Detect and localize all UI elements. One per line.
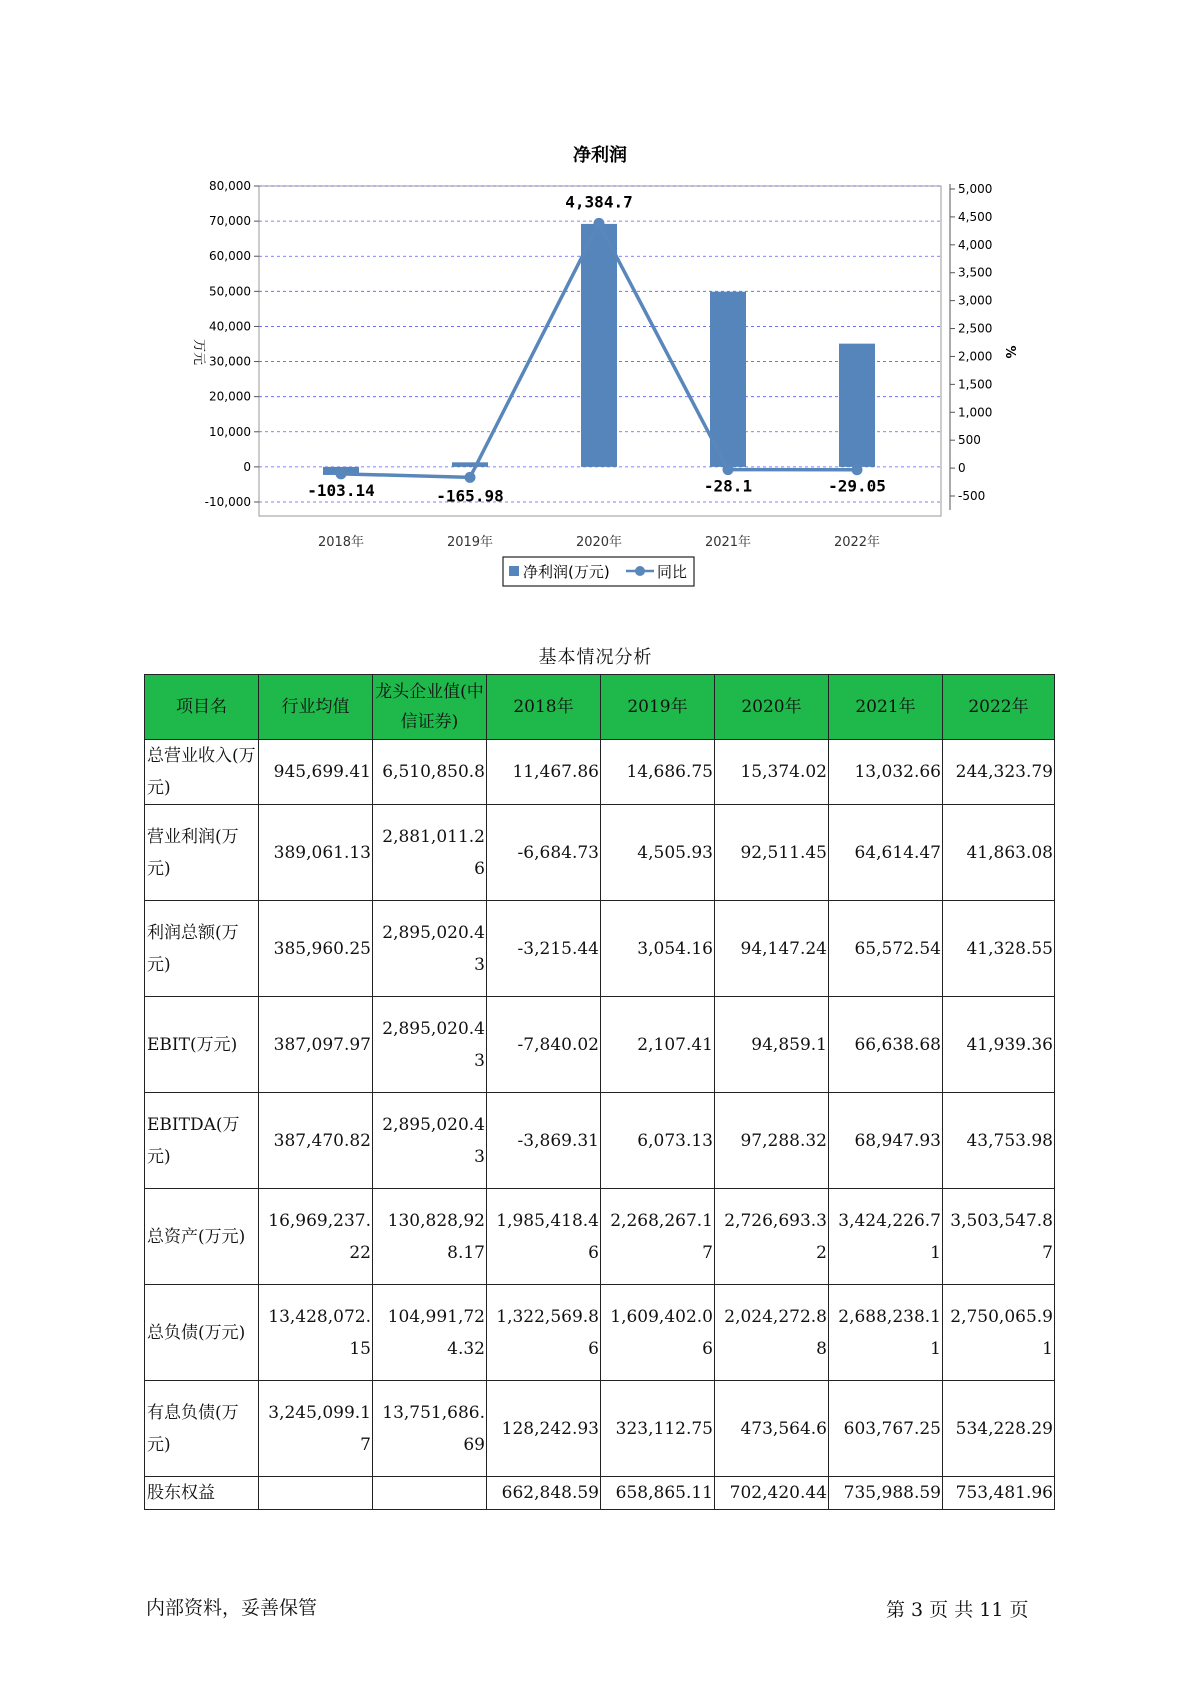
x-axis xyxy=(318,534,880,550)
x-tick-label: 2022年 xyxy=(833,535,881,550)
value-cell: 2,895,020.43 xyxy=(373,997,487,1093)
yoy-point-2020年 xyxy=(594,218,605,229)
value-cell: 68,947.93 xyxy=(829,1093,943,1189)
right-tick-label: 3,000 xyxy=(958,293,993,308)
row-label-cell: 股东权益 xyxy=(145,1477,259,1510)
value-cell: 130,828,928.17 xyxy=(373,1189,487,1285)
left-axis-label: 万元 xyxy=(191,338,206,366)
basic-analysis-table xyxy=(144,674,1055,1510)
table-row xyxy=(145,1381,1055,1477)
yoy-data-label: 4,384.7 xyxy=(565,192,633,212)
right-y-axis xyxy=(950,182,992,510)
yoy-point-2021年 xyxy=(723,464,734,475)
value-cell: 2,895,020.43 xyxy=(373,1093,487,1189)
header-cell: 项目名 xyxy=(145,675,259,740)
value-cell: 473,564.6 xyxy=(715,1381,829,1477)
header-cell: 2018年 xyxy=(487,675,601,740)
chart-title: 净利润 xyxy=(573,145,627,166)
table-caption: 基本情况分析 xyxy=(538,647,653,668)
value-cell: 2,726,693.32 xyxy=(715,1189,829,1285)
table-header-row xyxy=(145,675,1055,740)
value-cell: 3,424,226.71 xyxy=(829,1189,943,1285)
legend-bar-label: 净利润(万元) xyxy=(523,563,610,581)
value-cell: 1,609,402.06 xyxy=(601,1285,715,1381)
legend-bar-swatch xyxy=(509,566,519,576)
row-label-cell: 利润总额(万元) xyxy=(145,901,259,997)
left-tick-label: 40,000 xyxy=(209,319,251,334)
value-cell: 3,054.16 xyxy=(601,901,715,997)
yoy-point-2022年 xyxy=(852,464,863,475)
yoy-data-label: -29.05 xyxy=(828,476,886,496)
header-cell: 2021年 xyxy=(829,675,943,740)
value-cell: 43,753.98 xyxy=(943,1093,1055,1189)
right-tick-label: 2,500 xyxy=(958,321,993,336)
left-tick-label: 30,000 xyxy=(209,354,251,369)
value-cell: 2,107.41 xyxy=(601,997,715,1093)
right-tick-label: 4,000 xyxy=(958,237,993,252)
yoy-point-2018年 xyxy=(336,468,347,479)
value-cell: 3,245,099.17 xyxy=(259,1381,373,1477)
value-cell: 6,510,850.8 xyxy=(373,740,487,805)
left-tick-label: 10,000 xyxy=(209,424,251,439)
value-cell: 1,985,418.46 xyxy=(487,1189,601,1285)
value-cell: 735,988.59 xyxy=(829,1477,943,1510)
footer-confidential-note: 内部资料，妥善保管 xyxy=(146,1597,318,1619)
value-cell: 41,939.36 xyxy=(943,997,1055,1093)
bar-2021年 xyxy=(710,292,746,467)
right-axis-label: % xyxy=(1002,345,1017,359)
value-cell xyxy=(373,1477,487,1510)
header-cell: 行业均值 xyxy=(259,675,373,740)
legend-line-marker xyxy=(635,566,645,576)
bar-2022年 xyxy=(839,344,875,467)
value-cell: 16,969,237.22 xyxy=(259,1189,373,1285)
bar-2020年 xyxy=(581,224,617,467)
value-cell: 64,614.47 xyxy=(829,805,943,901)
right-tick-label: -500 xyxy=(958,489,986,503)
value-cell: 603,767.25 xyxy=(829,1381,943,1477)
value-cell: 658,865.11 xyxy=(601,1477,715,1510)
value-cell: 66,638.68 xyxy=(829,997,943,1093)
value-cell: 2,750,065.91 xyxy=(943,1285,1055,1381)
table-row xyxy=(145,997,1055,1093)
x-tick-label: 2021年 xyxy=(704,535,752,550)
value-cell: 94,147.24 xyxy=(715,901,829,997)
right-tick-label: 1,500 xyxy=(958,377,993,392)
value-cell xyxy=(259,1477,373,1510)
value-cell: 13,032.66 xyxy=(829,740,943,805)
header-cell: 2020年 xyxy=(715,675,829,740)
row-label-cell: 总营业收入(万元) xyxy=(145,740,259,805)
value-cell: 945,699.41 xyxy=(259,740,373,805)
right-tick-label: 5,000 xyxy=(958,182,993,196)
header-cell: 2019年 xyxy=(601,675,715,740)
table-row xyxy=(145,1189,1055,1285)
row-label-cell: EBIT(万元) xyxy=(145,997,259,1093)
value-cell: 104,991,724.32 xyxy=(373,1285,487,1381)
row-label-cell: 有息负债(万元) xyxy=(145,1381,259,1477)
value-cell: 2,881,011.26 xyxy=(373,805,487,901)
value-cell: 3,503,547.87 xyxy=(943,1189,1055,1285)
yoy-data-label: -165.98 xyxy=(436,486,504,506)
right-tick-label: 1,000 xyxy=(958,405,993,420)
value-cell: 323,112.75 xyxy=(601,1381,715,1477)
table-row xyxy=(145,740,1055,805)
row-label-cell: 营业利润(万元) xyxy=(145,805,259,901)
yoy-data-label: -103.14 xyxy=(307,480,375,500)
yoy-point-2019年 xyxy=(465,472,476,483)
footer-page-number: 第 3 页 共 11 页 xyxy=(886,1599,1029,1621)
value-cell: 128,242.93 xyxy=(487,1381,601,1477)
value-cell: 4,505.93 xyxy=(601,805,715,901)
value-cell: 41,863.08 xyxy=(943,805,1055,901)
value-cell: 702,420.44 xyxy=(715,1477,829,1510)
left-tick-label: 80,000 xyxy=(209,179,251,193)
value-cell: 13,428,072.15 xyxy=(259,1285,373,1381)
value-cell: 534,228.29 xyxy=(943,1381,1055,1477)
net-profit-chart xyxy=(0,0,1191,620)
x-tick-label: 2020年 xyxy=(575,535,623,550)
table-row xyxy=(145,1285,1055,1381)
value-cell: 2,268,267.17 xyxy=(601,1189,715,1285)
table-row xyxy=(145,1093,1055,1189)
value-cell: 65,572.54 xyxy=(829,901,943,997)
value-cell: 2,024,272.88 xyxy=(715,1285,829,1381)
table-row xyxy=(145,901,1055,997)
value-cell: 11,467.86 xyxy=(487,740,601,805)
bar-series xyxy=(323,224,875,475)
left-tick-label: 50,000 xyxy=(209,284,251,299)
left-tick-label: 60,000 xyxy=(209,249,251,264)
row-label-cell: 总负债(万元) xyxy=(145,1285,259,1381)
value-cell: -3,869.31 xyxy=(487,1093,601,1189)
value-cell: 14,686.75 xyxy=(601,740,715,805)
right-tick-label: 500 xyxy=(958,433,981,448)
row-label-cell: 总资产(万元) xyxy=(145,1189,259,1285)
left-tick-label: -10,000 xyxy=(204,495,251,509)
left-tick-label: 70,000 xyxy=(209,214,251,229)
yoy-data-label: -28.1 xyxy=(703,476,753,496)
left-y-axis xyxy=(205,179,259,509)
value-cell: -3,215.44 xyxy=(487,901,601,997)
value-cell: 753,481.96 xyxy=(943,1477,1055,1510)
x-tick-label: 2018年 xyxy=(317,535,365,550)
value-cell: 13,751,686.69 xyxy=(373,1381,487,1477)
value-cell: 662,848.59 xyxy=(487,1477,601,1510)
table-row xyxy=(145,1477,1055,1510)
header-cell: 龙头企业值(中信证券) xyxy=(373,675,487,740)
value-cell: 385,960.25 xyxy=(259,901,373,997)
header-cell: 2022年 xyxy=(943,675,1055,740)
row-label-cell: EBITDA(万元) xyxy=(145,1093,259,1189)
value-cell: 94,859.1 xyxy=(715,997,829,1093)
value-cell: 97,288.32 xyxy=(715,1093,829,1189)
value-cell: 2,688,238.11 xyxy=(829,1285,943,1381)
value-cell: 387,097.97 xyxy=(259,997,373,1093)
right-tick-label: 3,500 xyxy=(958,265,993,280)
legend xyxy=(503,557,694,586)
value-cell: 244,323.79 xyxy=(943,740,1055,805)
legend-line-label: 同比 xyxy=(657,563,688,581)
right-tick-label: 4,500 xyxy=(958,209,993,224)
left-tick-label: 0 xyxy=(243,459,251,474)
table-row xyxy=(145,805,1055,901)
value-cell: 92,511.45 xyxy=(715,805,829,901)
value-cell: 2,895,020.43 xyxy=(373,901,487,997)
value-cell: -7,840.02 xyxy=(487,997,601,1093)
value-cell: 41,328.55 xyxy=(943,901,1055,997)
value-cell: 1,322,569.86 xyxy=(487,1285,601,1381)
value-cell: 15,374.02 xyxy=(715,740,829,805)
value-cell: 6,073.13 xyxy=(601,1093,715,1189)
left-tick-label: 20,000 xyxy=(209,389,251,404)
right-tick-label: 2,000 xyxy=(958,349,993,364)
value-cell: -6,684.73 xyxy=(487,805,601,901)
value-cell: 389,061.13 xyxy=(259,805,373,901)
value-cell: 387,470.82 xyxy=(259,1093,373,1189)
bar-2019年 xyxy=(452,462,488,467)
x-tick-label: 2019年 xyxy=(446,535,494,550)
right-tick-label: 0 xyxy=(958,461,966,476)
